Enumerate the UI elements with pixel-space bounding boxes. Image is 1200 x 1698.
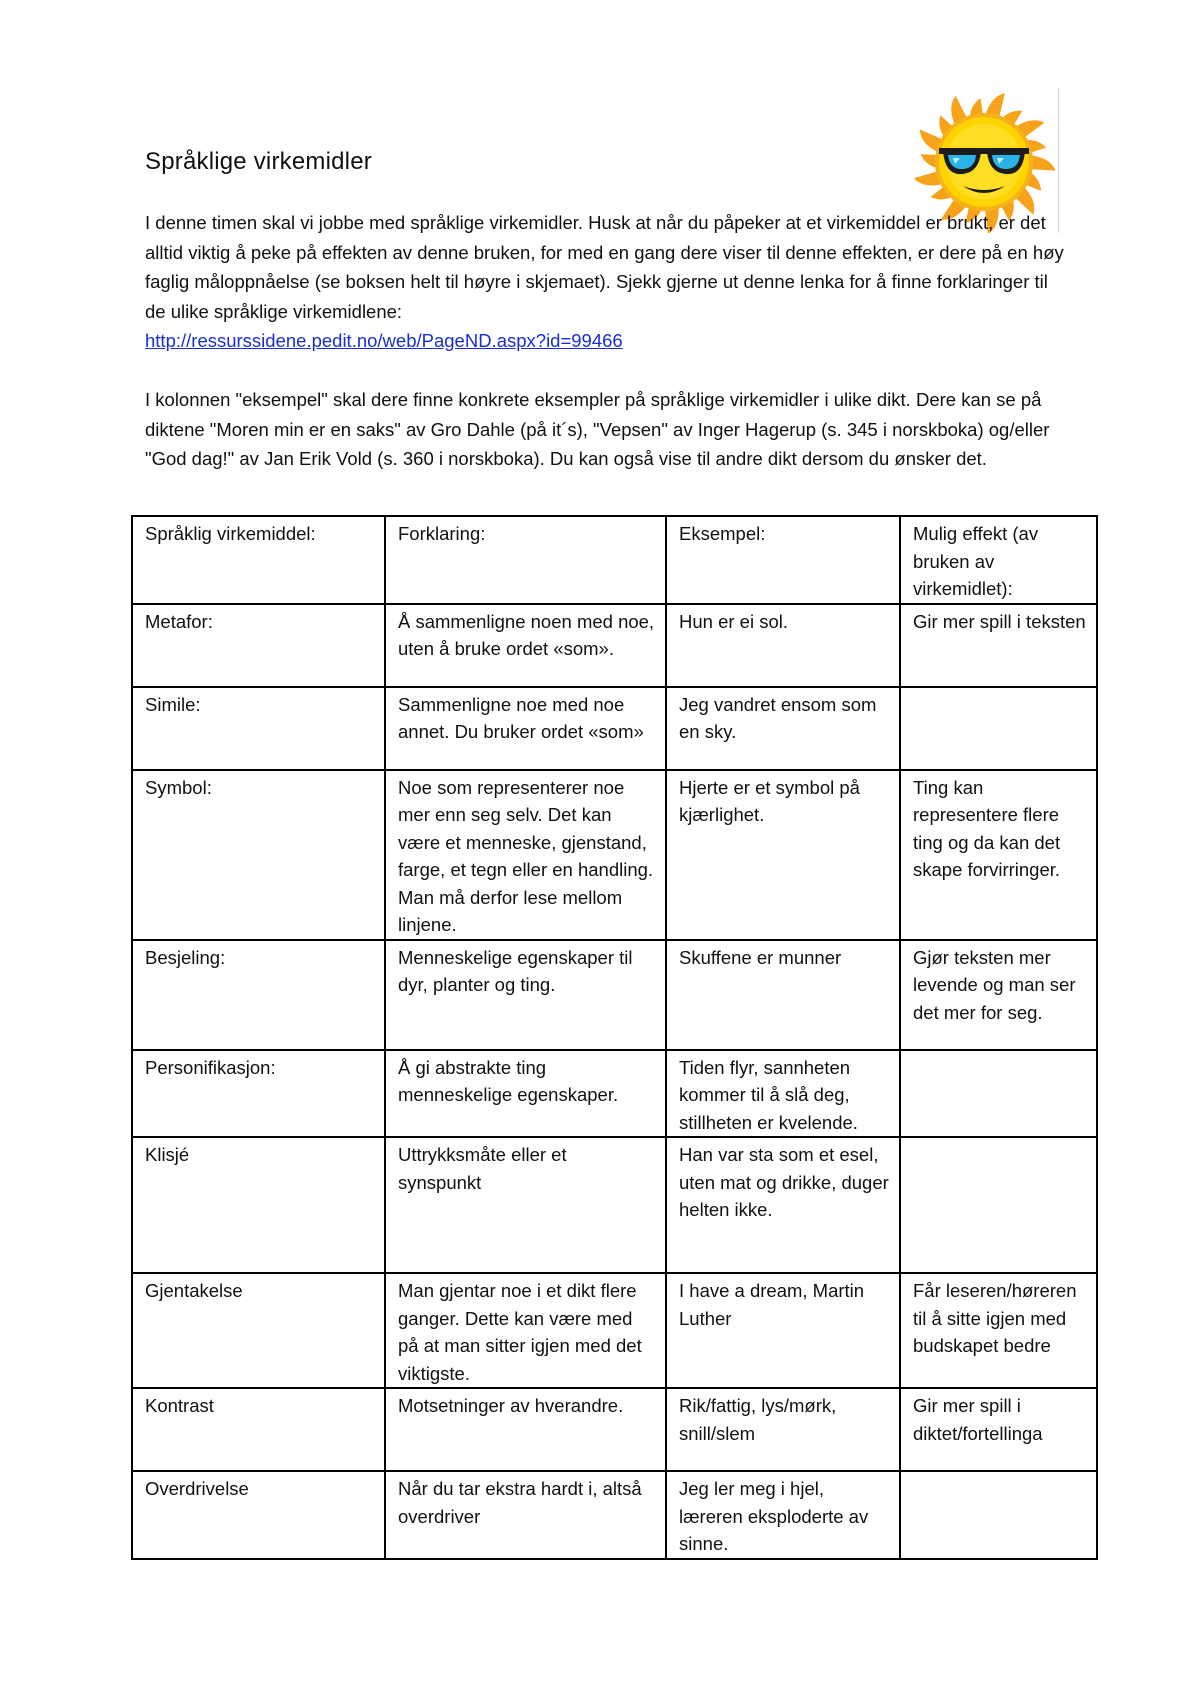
cell-effect [900,1050,1097,1138]
literary-devices-table [131,515,1098,1560]
cell-device: Klisjé [132,1137,385,1273]
cell-explanation: Noe som representerer noe mer enn seg selv. Det kan være et menneske, gjenstand, farge, et tegn eller en handling. Man må derfor lese mellom linjene. [385,770,666,940]
cell-example: Hun er ei sol. [666,604,900,687]
cell-explanation: Motsetninger av hverandre. [385,1388,666,1471]
cell-device: Metafor: [132,604,385,687]
cell-device: Kontrast [132,1388,385,1471]
cell-explanation: Å gi abstrakte ting menneskelige egenskaper. [385,1050,666,1138]
resource-link[interactable]: http://ressurssidene.pedit.no/web/PageND.aspx?id=99466 [145,330,623,351]
table-row [132,1273,1097,1388]
cell-effect [900,687,1097,770]
intro-paragraph-1 [145,208,1065,356]
page-title: Språklige virkemidler [145,148,372,175]
table-row [132,1137,1097,1273]
intro-paragraph-2: I kolonnen "eksempel" skal dere finne konkrete eksempler på språklige virkemidler i ulike dikt. Dere kan se på diktene "Moren min er en saks" av Gro Dahle (på it´s), "Vepsen" av Inger Hagerup (s. 345 i norskboka) og/eller "God dag!" av Jan Erik Vold (s. 360 i norskboka). Du kan også vise til andre dikt dersom du ønsker det. [145,389,1050,469]
table-row [132,604,1097,687]
header-example: Eksempel: [666,516,900,604]
table-row [132,1050,1097,1138]
cell-example: Jeg vandret ensom som en sky. [666,687,900,770]
table-row [132,770,1097,940]
cell-explanation: Menneskelige egenskaper til dyr, planter og ting. [385,940,666,1050]
header-device: Språklig virkemiddel: [132,516,385,604]
cell-explanation: Sammenligne noe med noe annet. Du bruker ordet «som» [385,687,666,770]
cell-explanation: Når du tar ekstra hardt i, altså overdriver [385,1471,666,1559]
cell-effect: Ting kan representere flere ting og da kan det skape forvirringer. [900,770,1097,940]
table-row [132,1388,1097,1471]
cell-device: Gjentakelse [132,1273,385,1388]
cell-explanation: Å sammenligne noen med noe, uten å bruke ordet «som». [385,604,666,687]
cell-effect [900,1471,1097,1559]
cell-explanation: Man gjentar noe i et dikt flere ganger. Dette kan være med på at man sitter igjen med det viktigste. [385,1273,666,1388]
table-header-row [132,516,1097,604]
cell-device: Symbol: [132,770,385,940]
cell-example: Rik/fattig, lys/mørk, snill/slem [666,1388,900,1471]
cell-effect: Gir mer spill i teksten [900,604,1097,687]
cell-explanation: Uttrykksmåte eller et synspunkt [385,1137,666,1273]
cell-effect: Gjør teksten mer levende og man ser det mer for seg. [900,940,1097,1050]
cell-example: Skuffene er munner [666,940,900,1050]
cell-example: Jeg ler meg i hjel, læreren eksploderte av sinne. [666,1471,900,1559]
cell-effect: Gir mer spill i diktet/fortellinga [900,1388,1097,1471]
cell-example: Tiden flyr, sannheten kommer til å slå deg, stillheten er kvelende. [666,1050,900,1138]
table-row [132,1471,1097,1559]
header-explanation: Forklaring: [385,516,666,604]
cell-device: Overdrivelse [132,1471,385,1559]
cell-effect: Får leseren/høreren til å sitte igjen med budskapet bedre [900,1273,1097,1388]
cell-device: Simile: [132,687,385,770]
intro-text-1: I denne timen skal vi jobbe med språklige virkemidler. Husk at når du påpeker at et virkemiddel er brukt, er det alltid viktig å peke på effekten av denne bruken, for med en gang dere viser til denne effekten, er dere på en høy faglig måloppnåelse (se boksen helt til høyre i skjemaet). Sjekk gjerne ut denne lenka for å finne forklaringer til de ulike språklige virkemidlene: [145,212,1064,322]
cell-example: I have a dream, Martin Luther [666,1273,900,1388]
cell-effect [900,1137,1097,1273]
header-effect: Mulig effekt (av bruken av virkemidlet): [900,516,1097,604]
table-row [132,940,1097,1050]
cell-device: Personifikasjon: [132,1050,385,1138]
cell-example: Hjerte er et symbol på kjærlighet. [666,770,900,940]
intro-section [145,208,1065,474]
table-row [132,687,1097,770]
cell-device: Besjeling: [132,940,385,1050]
cell-example: Han var sta som et esel, uten mat og drikke, duger helten ikke. [666,1137,900,1273]
